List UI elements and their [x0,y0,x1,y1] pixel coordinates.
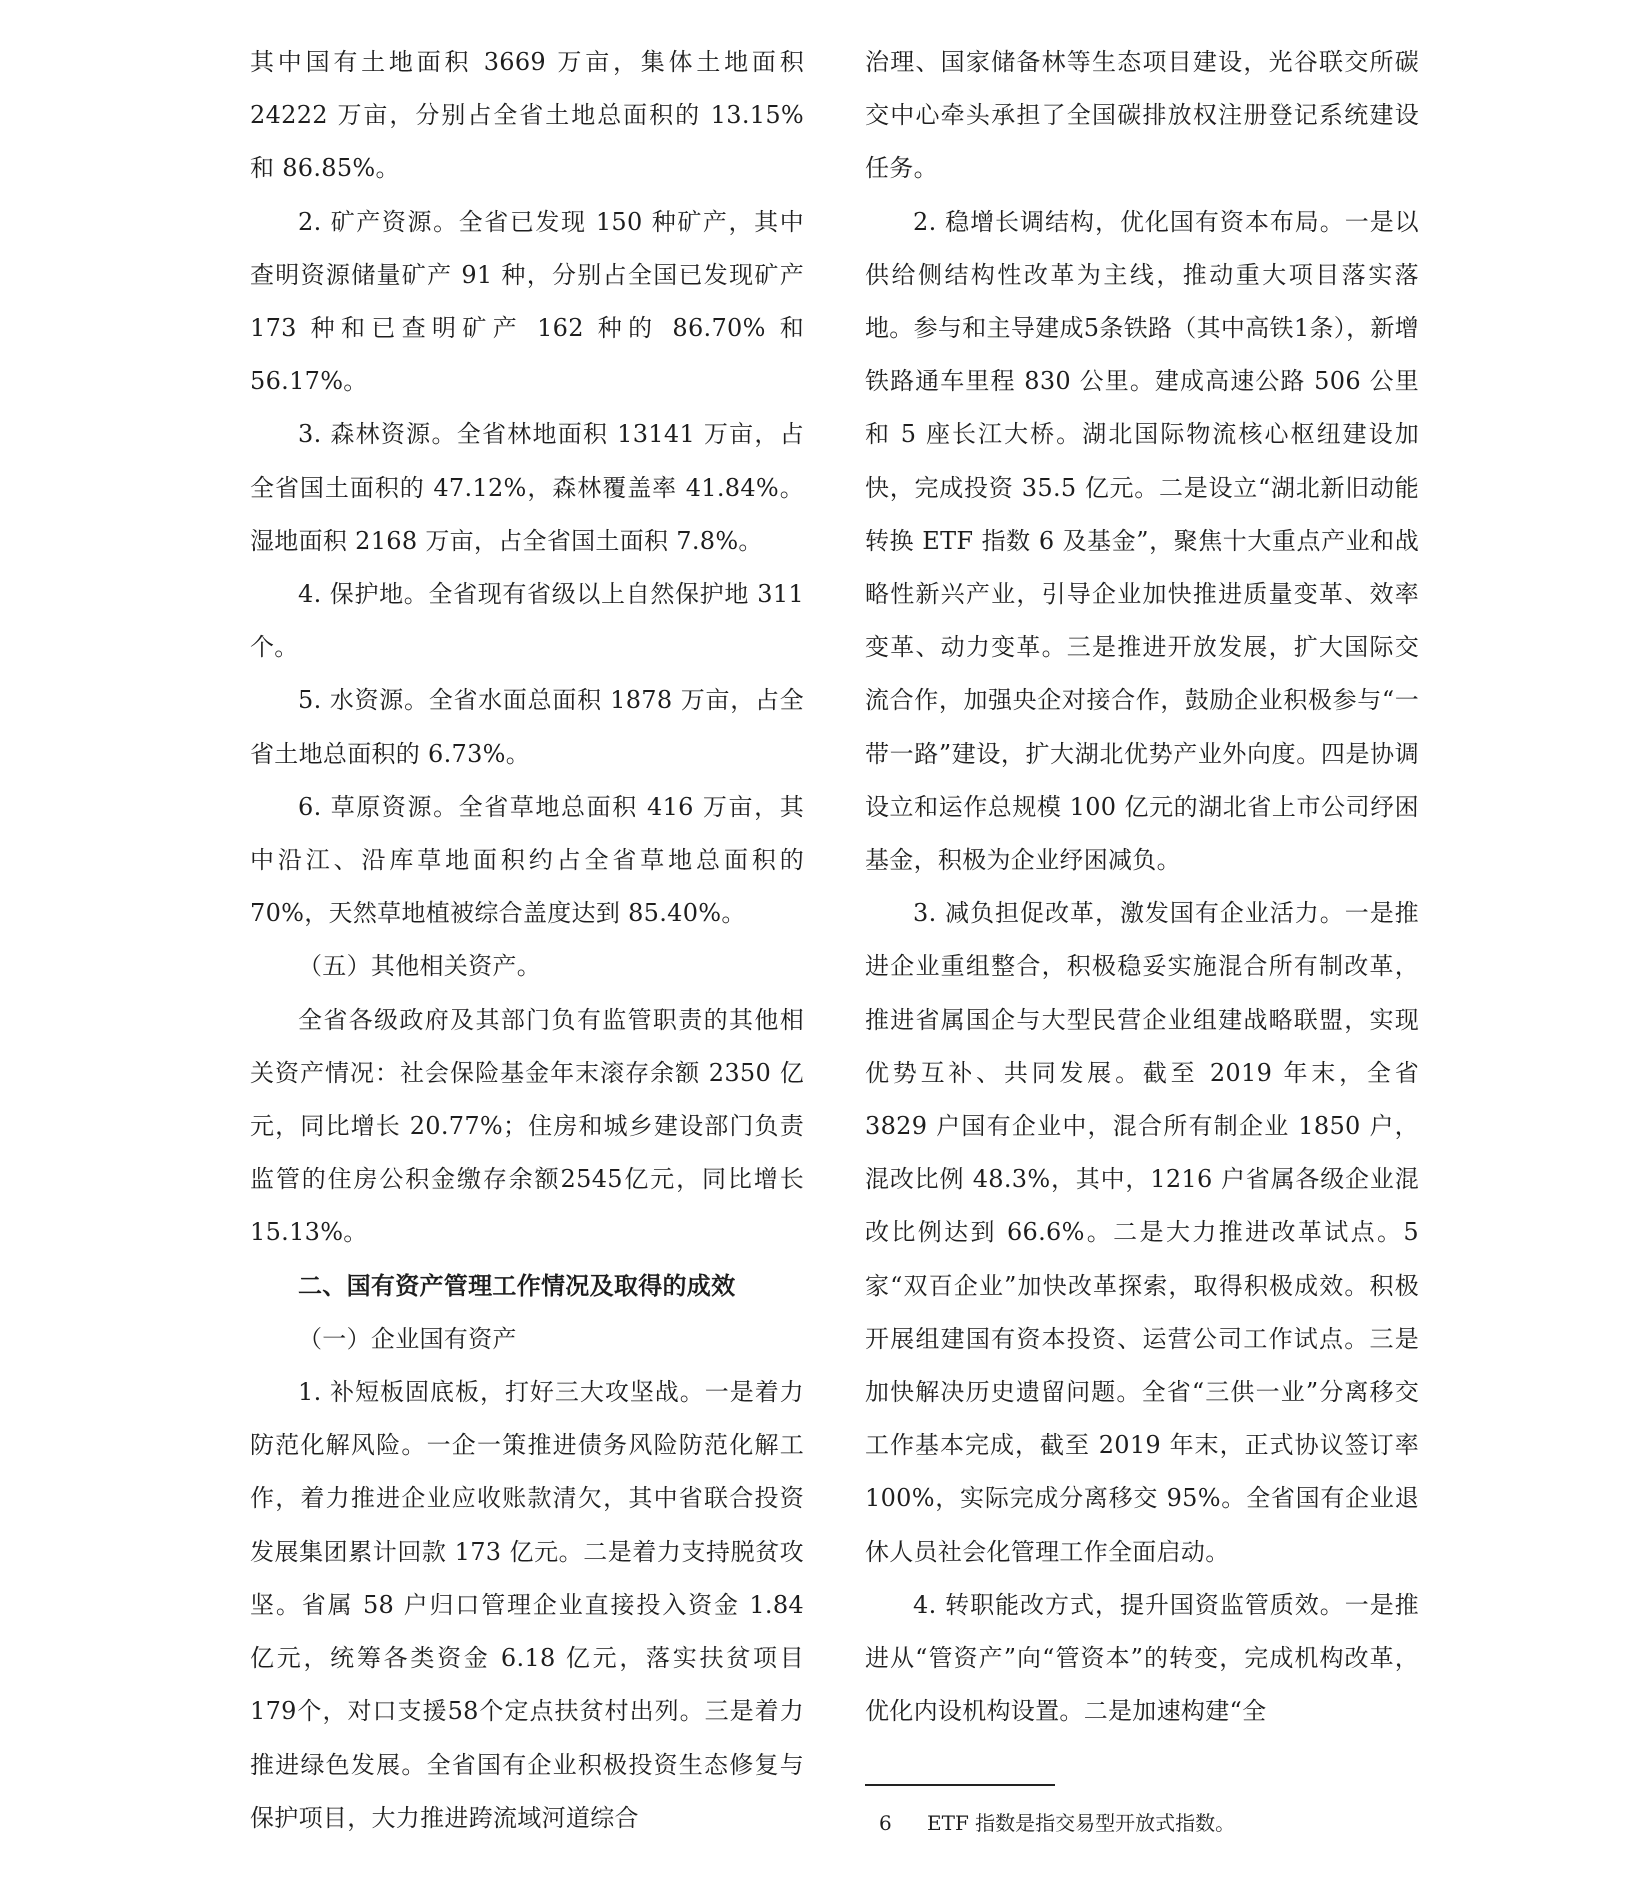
paragraph: 2. 稳增长调结构，优化国有资本布局。一是以供给侧结构性改革为主线，推动重大项目落实落地。参与和主导建成5条铁路（其中高铁1条），新增铁路通车里程 830 公里。建成高速公路 506 公里和 5 座长江大桥。湖北国际物流核心枢纽建设加快，完成投资 35.5 亿元。二是设立“湖北新旧动能转换 ETF 指数 6 及基金”，聚焦十大重点产业和战略性新兴产业，引导企业加快推进质量变革、效率变革、动力变革。三是推进开放发展，扩大国际交流合作，加强央企对接合作，鼓励企业积极参与“一带一路”建设，扩大湖北优势产业外向度。四是协调设立和运作总规模 100 亿元的湖北省上市公司纾困基金，积极为企业纾困减负。 [865,207,1419,875]
right-column [865,36,1419,1739]
paragraph: （一）企业国有资产 [298,1324,517,1353]
paragraph: 2. 矿产资源。全省已发现 150 种矿产，其中查明资源储量矿产 91 种，分别占全国已发现矿产 173 种和已查明矿产 162 种的 86.70% 和 56.17%。 [250,207,804,396]
paragraph: 3. 减负担促改革，激发国有企业活力。一是推进企业重组整合，积极稳妥实施混合所有制改革，推进省属国企与大型民营企业组建战略联盟，实现优势互补、共同发展。截至 2019 年末，全省 3829 户国有企业中，混合所有制企业 1850 户，混改比例 48.3%，其中，1216 户省属各级企业混改比例达到 66.6%。二是大力推进改革试点。5 家“双百企业”加快改革探索，取得积极成效。积极开展组建国有资本投资、运营公司工作试点。三是加快解决历史遗留问题。全省“三供一业”分离移交工作基本完成，截至 2019 年末，正式协议签订率 100%，实际完成分离移交 95%。全省国有企业退休人员社会化管理工作全面启动。 [865,899,1419,1566]
paragraph: 治理、国家储备林等生态项目建设，光谷联交所碳交中心牵头承担了全国碳排放权注册登记系统建设任务。 [865,48,1419,183]
footnote [879,1808,1235,1838]
paragraph: 全省各级政府及其部门负有监管职责的其他相关资产情况：社会保险基金年末滚存余额 2350 亿元，同比增长 20.77%；住房和城乡建设部门负责监管的住房公积金缴存余额2545亿元，同比增长 15.13%。 [250,1005,804,1247]
paragraph: 3. 森林资源。全省林地面积 13141 万亩，占全省国土面积的 47.12%，森林覆盖率 41.84%。湿地面积 2168 万亩，占全省国土面积 7.8%。 [250,420,804,555]
paragraph: 4. 保护地。全省现有省级以上自然保护地 311 个。 [250,580,804,662]
paragraph: （五）其他相关资产。 [298,952,541,981]
left-column [250,36,804,1845]
section-heading: 二、国有资产管理工作情况及取得的成效 [298,1271,736,1300]
paragraph: 1. 补短板固底板，打好三大攻坚战。一是着力防范化解风险。一企一策推进债务风险防范化解工作，着力推进企业应收账款清欠，其中省联合投资发展集团累计回款 173 亿元。二是着力支持脱贫攻坚。省属 58 户归口管理企业直接投入资金 1.84 亿元，统筹各类资金 6.18 亿元，落实扶贫项目179个，对口支援58个定点扶贫村出列。三是着力推进绿色发展。全省国有企业积极投资生态修复与保护项目，大力推进跨流域河道综合 [250,1378,804,1832]
paragraph: 其中国有土地面积 3669 万亩，集体土地面积 24222 万亩，分别占全省土地总面积的 13.15% 和 86.85%。 [250,48,804,183]
footnote-divider [865,1784,1055,1786]
paragraph: 6. 草原资源。全省草地总面积 416 万亩，其中沿江、沿库草地面积约占全省草地总面积的 70%，天然草地植被综合盖度达到 85.40%。 [250,792,804,928]
footnote-number: 6 [879,1811,892,1835]
paragraph: 4. 转职能改方式，提升国资监管质效。一是推进从“管资产”向“管资本”的转变，完成机构改革，优化内设机构设置。二是加速构建“全 [865,1590,1419,1726]
paragraph: 5. 水资源。全省水面总面积 1878 万亩，占全省土地总面积的 6.73%。 [250,686,804,768]
footnote-text: ETF 指数是指交易型开放式指数。 [927,1811,1236,1835]
